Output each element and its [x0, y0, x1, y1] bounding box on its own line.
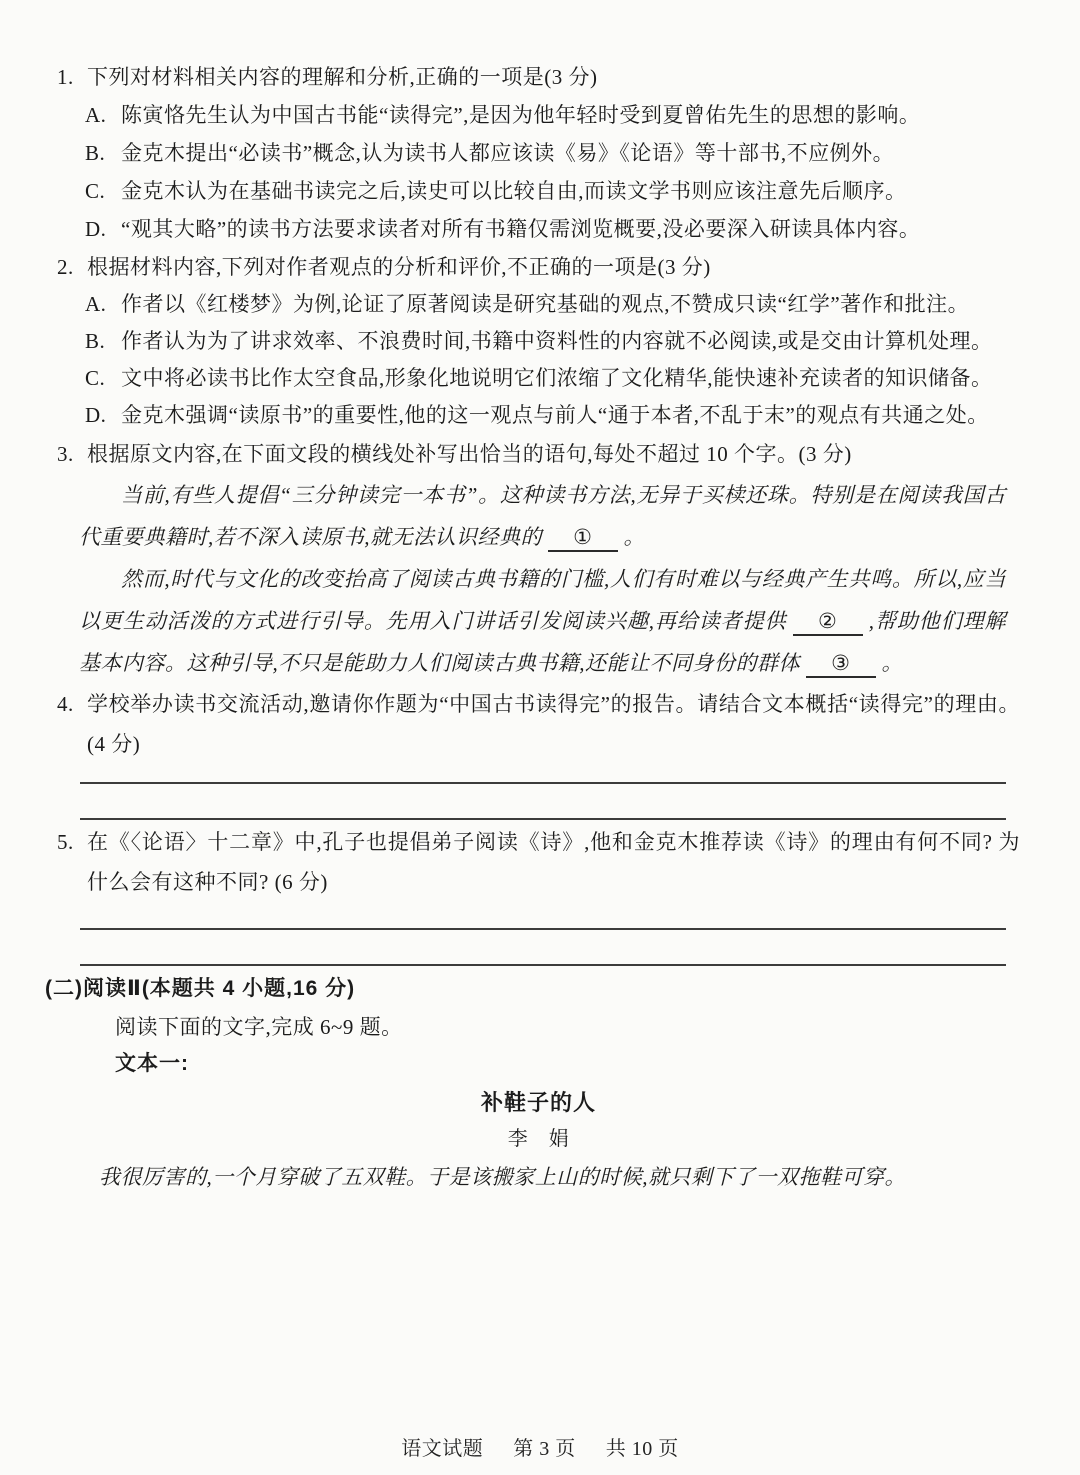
question-1-option-b	[57, 134, 1020, 172]
option-label: D.	[85, 217, 107, 241]
option-label: A.	[85, 292, 107, 316]
question-5-answer-lines	[80, 928, 1020, 966]
passage-text: 。	[623, 525, 645, 549]
option-label: B.	[85, 329, 106, 353]
passage-text: 然而,时代与文化的改变抬高了阅读古典书籍的门槛,人们有时难以与经典产生共鸣。所以,应当以更生动活泼的方式进行引导。先用入门讲话引发阅读兴趣,再给读者提供	[79, 567, 1006, 633]
footer-page-total: 共 10 页	[605, 1438, 679, 1460]
option-label: C.	[85, 366, 106, 390]
question-1-option-c	[57, 172, 1020, 210]
question-1-option-a	[57, 96, 1020, 134]
question-3-stem-text: 根据原文内容,在下面文段的横线处补写出恰当的语句,每处不超过 10 个字。(3 分)	[87, 442, 852, 466]
passage-text: 。	[881, 651, 903, 675]
question-3-passage	[79, 474, 1006, 684]
question-4-number: 4.	[57, 692, 74, 716]
question-2-option-d	[57, 397, 1020, 434]
passage-text: 当前,有些人提倡“三分钟读完一本书”。这种读书方法,无异于买椟还珠。特别是在阅读我国古代重要典籍时,若不深入读原书,就无法认识经典的	[79, 483, 1006, 549]
question-2-option-c	[57, 360, 1020, 397]
question-2-stem-text: 根据材料内容,下列对作者观点的分析和评价,不正确的一项是(3 分)	[87, 255, 711, 279]
option-text: “观其大略”的读书方法要求读者对所有书籍仅需浏览概要,没必要深入研读具体内容。	[121, 217, 921, 241]
question-2-block	[57, 248, 1020, 434]
answer-line	[80, 928, 1006, 930]
passage-paragraph-2	[79, 558, 1006, 684]
option-text: 作者以《红楼梦》为例,论证了原著阅读是研究基础的观点,不赞成只读“红学”著作和批注。	[121, 292, 970, 316]
option-label: D.	[85, 403, 107, 427]
option-label: C.	[85, 179, 106, 203]
page-footer	[0, 1432, 1080, 1461]
section-2-heading: (二)阅读Ⅱ(本题共 4 小题,16 分)	[45, 977, 356, 1000]
question-1-option-d	[57, 210, 1020, 248]
question-3-number: 3.	[57, 442, 74, 466]
question-1-stem-text: 下列对材料相关内容的理解和分析,正确的一项是(3 分)	[87, 65, 598, 89]
story-title: 补鞋子的人	[480, 1090, 596, 1115]
question-5-stem	[57, 822, 1020, 902]
story-paragraph: 我很厉害的,一个月穿破了五双鞋。于是该搬家上山的时候,就只剩下了一双拖鞋可穿。	[99, 1165, 906, 1189]
section-2-instruction: 阅读下面的文字,完成 6~9 题。	[115, 1015, 403, 1039]
question-2-stem	[57, 248, 1020, 286]
option-text: 金克木提出“必读书”概念,认为读书人都应该读《易》《论语》等十部书,不应例外。	[121, 141, 895, 165]
passage-paragraph-1	[79, 474, 1006, 558]
footer-subject: 语文试题	[401, 1438, 484, 1460]
footer-page-number: 第 3 页	[513, 1438, 576, 1460]
fill-blank-2: ②	[793, 608, 863, 636]
question-4-block	[57, 684, 1020, 820]
text-1-label: 文本一:	[115, 1052, 189, 1075]
option-label: B.	[85, 141, 106, 165]
question-3-stem	[57, 434, 1020, 474]
question-5-number: 5.	[57, 830, 74, 854]
question-5-block	[57, 822, 1020, 966]
question-2-option-a	[57, 286, 1020, 323]
question-4-answer-lines	[80, 782, 1020, 820]
question-1-block	[57, 58, 1020, 248]
fill-blank-3: ③	[806, 650, 876, 678]
question-2-number: 2.	[57, 255, 74, 279]
answer-line	[80, 964, 1006, 966]
answer-line	[80, 818, 1006, 820]
question-2-option-b	[57, 323, 1020, 360]
answer-line	[80, 782, 1006, 784]
question-4-stem-text: 学校举办读书交流活动,邀请你作题为“中国古书读得完”的报告。请结合文本概括“读得完”的理由。(4 分)	[87, 692, 1020, 756]
story-author: 李 娟	[507, 1128, 570, 1150]
option-text: 陈寅恪先生认为中国古书能“读得完”,是因为他年轻时受到夏曾佑先生的思想的影响。	[121, 103, 921, 127]
option-label: A.	[85, 103, 107, 127]
question-1-number: 1.	[57, 65, 74, 89]
option-text: 金克木强调“读原书”的重要性,他的这一观点与前人“通于本者,不乱于末”的观点有共通之处。	[121, 403, 989, 427]
question-3-block	[57, 434, 1020, 684]
question-4-stem	[57, 684, 1020, 764]
option-text: 作者认为为了讲求效率、不浪费时间,书籍中资料性的内容就不必阅读,或是交由计算机处理。	[121, 329, 993, 353]
question-1-stem	[57, 58, 1020, 96]
passage-text: ,帮助他们理解基本内容。这种引导,不只是能助力人们阅读古典书籍,还能让不同身份的群体	[79, 609, 1007, 675]
option-text: 金克木认为在基础书读完之后,读史可以比较自由,而读文学书则应该注意先后顺序。	[121, 179, 907, 203]
option-text: 文中将必读书比作太空食品,形象化地说明它们浓缩了文化精华,能快速补充读者的知识储备。	[121, 366, 993, 390]
fill-blank-1: ①	[548, 524, 618, 552]
reading-section-2	[45, 970, 1020, 1197]
question-5-stem-text: 在《〈论语〉十二章》中,孔子也提倡弟子阅读《诗》,他和金克木推荐读《诗》的理由有何不同? 为什么会有这种不同? (6 分)	[87, 830, 1020, 894]
